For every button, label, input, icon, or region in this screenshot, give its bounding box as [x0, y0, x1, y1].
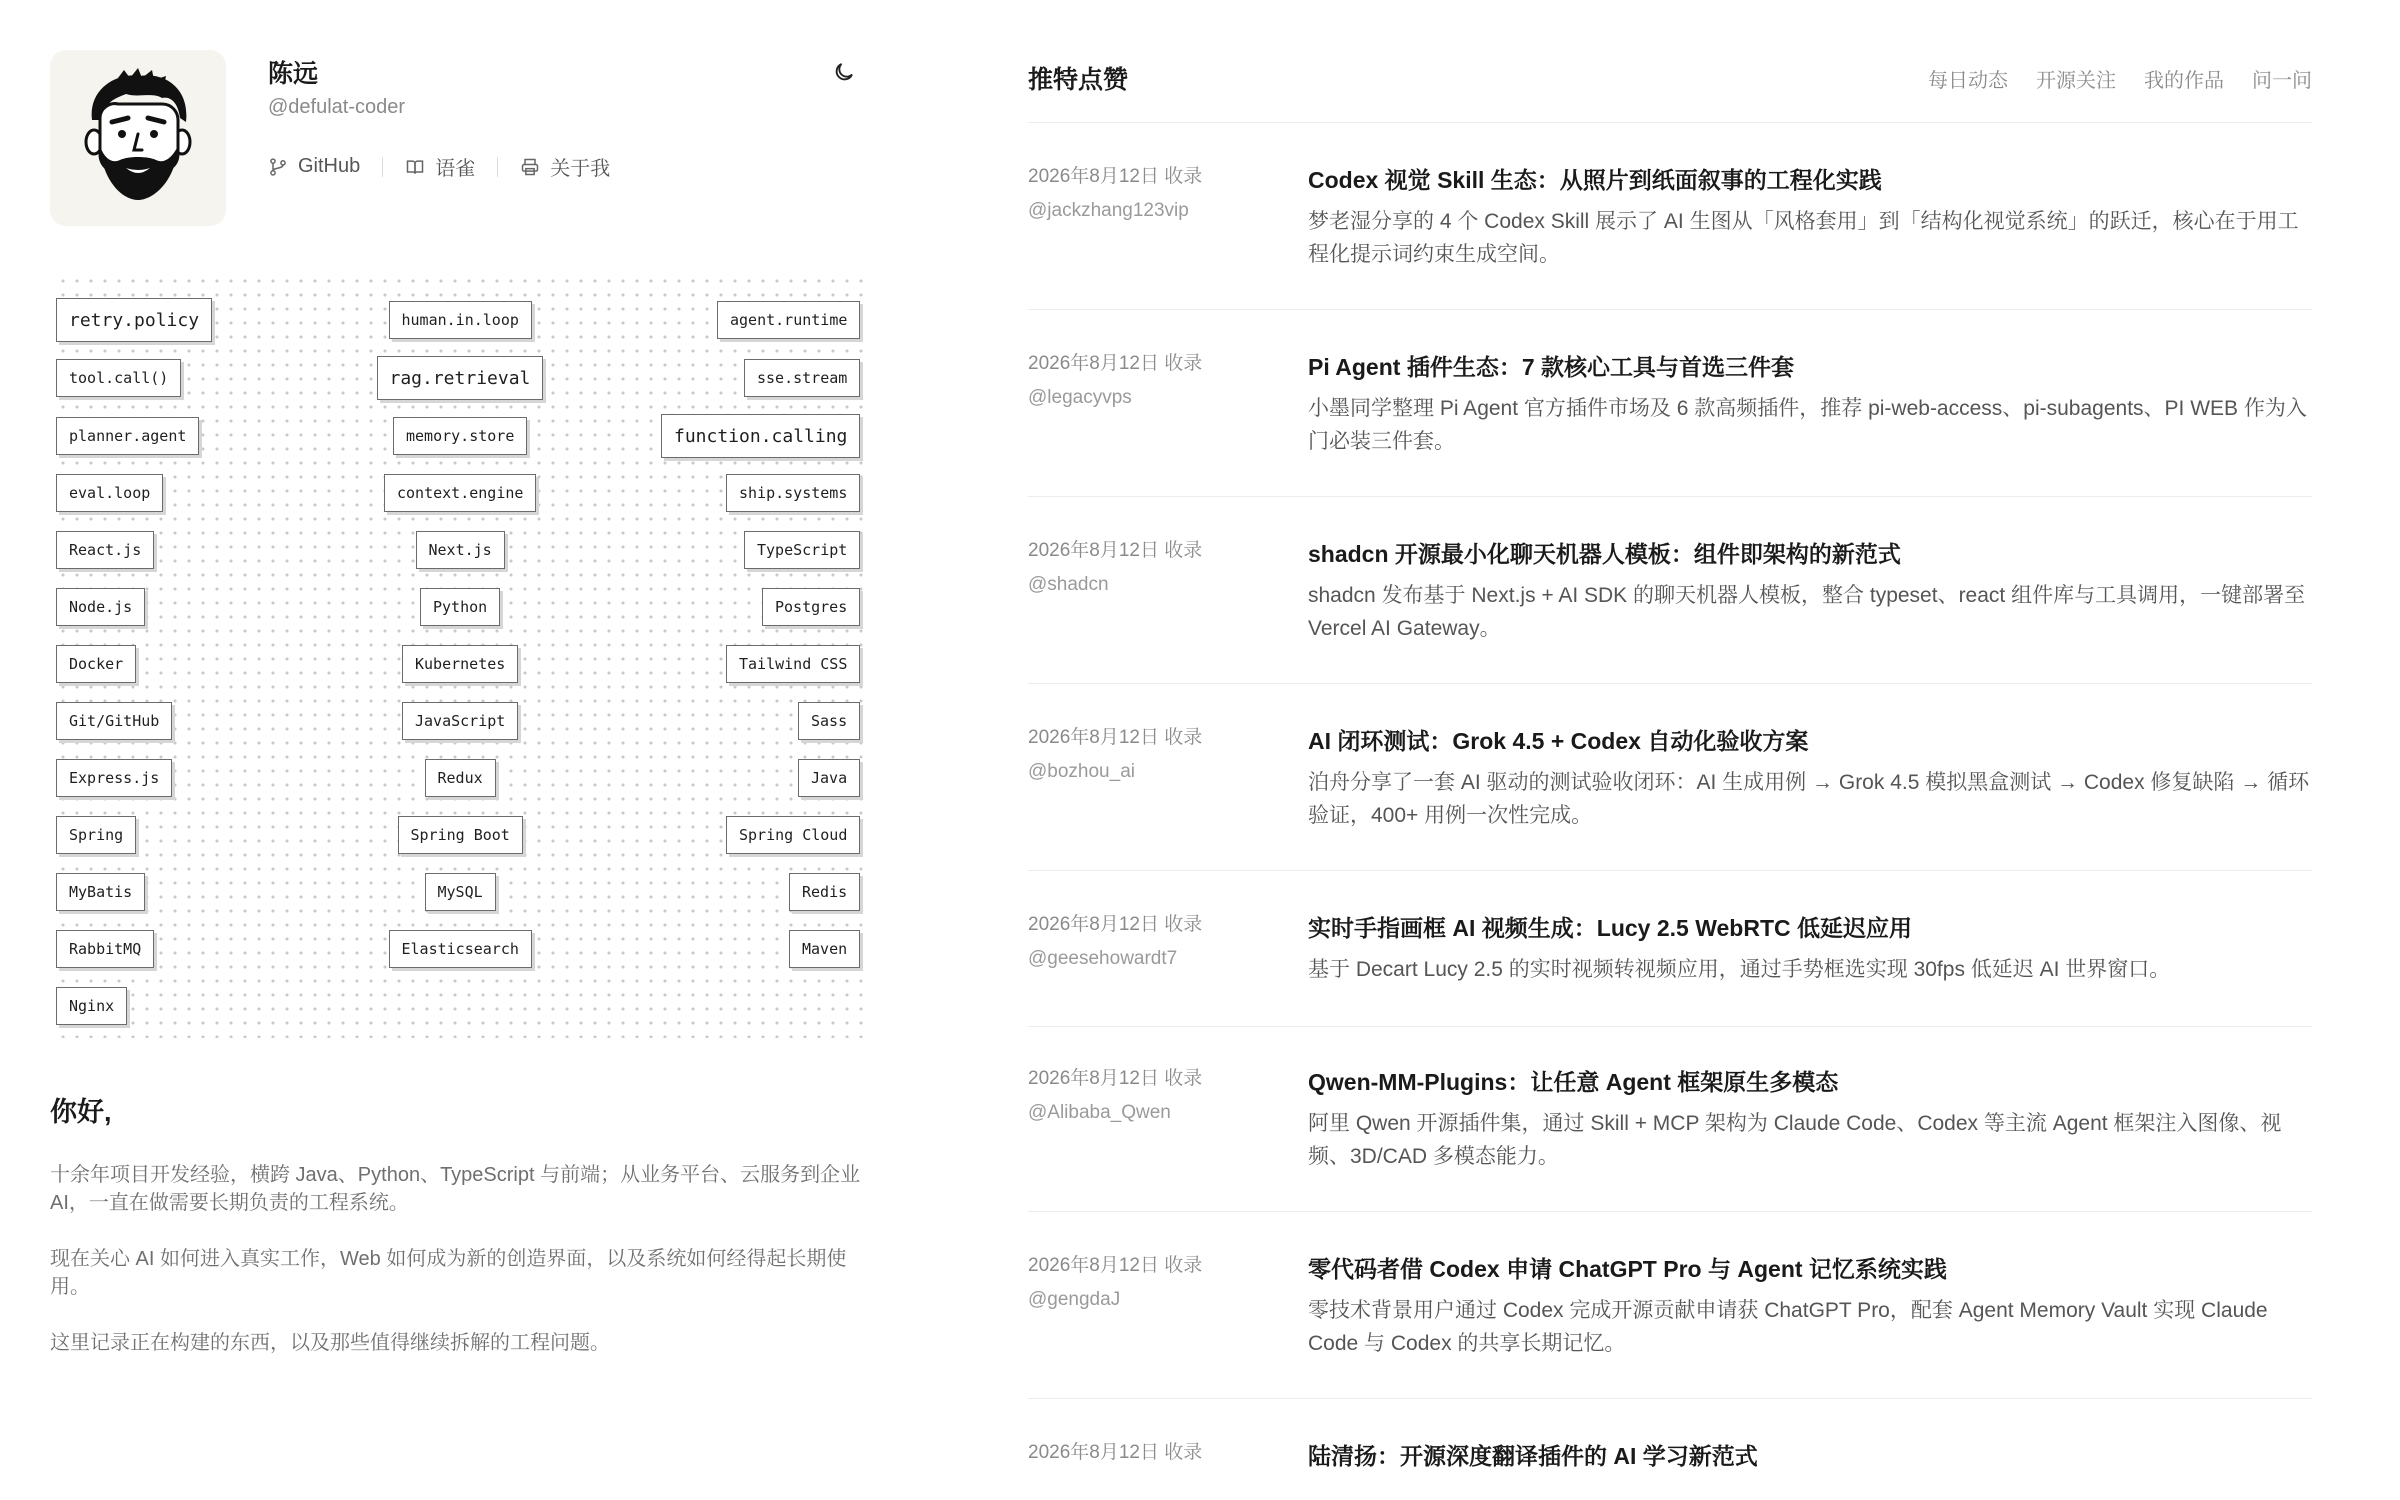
avatar: [50, 50, 226, 226]
tech-tag: Postgres: [762, 588, 860, 626]
tech-tag: Python: [420, 588, 500, 626]
profile-card: [50, 50, 870, 230]
entry-body: [1308, 913, 2312, 986]
feed-header: [1028, 56, 2312, 100]
top-nav: [1928, 64, 2312, 93]
tech-tag: planner.agent: [56, 417, 199, 455]
entry-body: [1308, 1254, 2312, 1360]
tech-tag: human.in.loop: [389, 301, 532, 339]
entry-title[interactable]: Qwen-MM-Plugins：让任意 Agent 框架原生多模态: [1308, 1069, 1839, 1095]
intro-paragraph: 现在关心 AI 如何进入真实工作，Web 如何成为新的创造界面，以及系统如何经得起长期使用。: [50, 1248, 847, 1298]
entry-body: [1308, 1067, 2312, 1173]
entry-date: 2026年8月12日 收录: [1028, 727, 1203, 748]
yuque-link[interactable]: [405, 152, 475, 181]
tech-tag: function.calling: [661, 414, 860, 458]
entry-date: 2026年8月12日 收录: [1028, 914, 1203, 935]
intro-paragraph: 十余年项目开发经验，横跨 Java、Python、TypeScript 与前端；从业务平台、云服务到企业 AI，一直在做需要长期负责的工程系统。: [50, 1164, 861, 1214]
feed-entry[interactable]: [1028, 1212, 2312, 1399]
about-link[interactable]: [520, 152, 610, 181]
nav-opensource[interactable]: 开源关注: [2036, 69, 2116, 92]
tech-tag: Sass: [798, 702, 860, 740]
feed-entry[interactable]: [1028, 497, 2312, 684]
entry-desc: 基于 Decart Lucy 2.5 的实时视频转视频应用，通过手势框选实现 30fps 低延迟 AI 世界窗口。: [1308, 958, 2171, 981]
tech-tag: eval.loop: [56, 474, 163, 512]
tech-tag: Nginx: [56, 987, 127, 1025]
about-link-label: 关于我: [550, 158, 611, 180]
theme-toggle-button[interactable]: [828, 56, 860, 88]
intro-paragraph: 这里记录正在构建的东西，以及那些值得继续拆解的工程问题。: [50, 1332, 610, 1354]
tech-tag: JavaScript: [402, 702, 518, 740]
yuque-link-label: 语雀: [435, 158, 476, 180]
entry-desc: 零技术背景用户通过 Codex 完成开源贡献申请获 ChatGPT Pro，配套 Agent Memory Vault 实现 Claude Code 与 Codex 的共享长期记忆。: [1308, 1299, 2268, 1355]
entry-body: [1308, 1441, 2312, 1471]
entry-title[interactable]: Pi Agent 插件生态：7 款核心工具与首选三件套: [1308, 354, 1794, 380]
intro-section: [50, 1090, 870, 1385]
tech-tag: tool.call(): [56, 359, 181, 397]
tech-tag: Java: [798, 759, 860, 797]
entry-title[interactable]: Codex 视觉 Skill 生态：从照片到纸面叙事的工程化实践: [1308, 167, 1882, 193]
tech-tag: Node.js: [56, 588, 145, 626]
tech-tag: Maven: [789, 930, 860, 968]
tech-tag: Git/GitHub: [56, 702, 172, 740]
entry-meta: [1028, 726, 1308, 832]
entry-desc: 泊舟分享了一套 AI 驱动的测试验收闭环：AI 生成用例 → Grok 4.5 模拟黑盒测试 → Codex 修复缺陷 → 循环验证，400+ 用例一次性完成。: [1308, 771, 2310, 827]
entry-user[interactable]: @Alibaba_Qwen: [1028, 1102, 1171, 1123]
tech-tag: RabbitMQ: [56, 930, 154, 968]
entry-desc: 梦老湿分享的 4 个 Codex Skill 展示了 AI 生图从「风格套用」到「结构化视觉系统」的跃迁，核心在于用工程化提示词约束生成空间。: [1308, 210, 2299, 266]
entry-meta: [1028, 913, 1308, 986]
entry-date: 2026年8月12日 收录: [1028, 540, 1203, 561]
tech-tag: retry.policy: [56, 298, 212, 342]
left-column: [50, 50, 870, 1354]
tech-tag: Redux: [425, 759, 496, 797]
entry-meta: [1028, 165, 1308, 271]
nav-works[interactable]: 我的作品: [2144, 69, 2224, 92]
entry-body: [1308, 726, 2312, 832]
feed-entry[interactable]: [1028, 1027, 2312, 1212]
entry-title[interactable]: 实时手指画框 AI 视频生成：Lucy 2.5 WebRTC 低延迟应用: [1308, 915, 1913, 941]
github-link-label: GitHub: [298, 155, 361, 177]
entry-user[interactable]: @shadcn: [1028, 574, 1109, 595]
tech-tag: Elasticsearch: [389, 930, 532, 968]
intro-greeting: 你好,: [50, 1097, 112, 1127]
tech-tag: TypeScript: [744, 531, 860, 569]
entry-body: [1308, 539, 2312, 645]
entry-meta: [1028, 539, 1308, 645]
tech-tag: Spring Boot: [398, 816, 523, 854]
moon-icon: [832, 60, 856, 84]
tech-tag: memory.store: [393, 417, 527, 455]
entry-user[interactable]: @gengdaJ: [1028, 1289, 1121, 1310]
feed-entry-partial[interactable]: [1028, 1399, 2312, 1471]
entry-date: 2026年8月12日 收录: [1028, 166, 1203, 187]
github-link[interactable]: [268, 155, 360, 178]
entry-meta: [1028, 1441, 1308, 1471]
profile-links: [268, 152, 610, 181]
feed-column: [1028, 56, 2312, 1471]
tech-tag: Kubernetes: [402, 645, 518, 683]
nav-ask[interactable]: 问一问: [2252, 69, 2312, 92]
entry-user[interactable]: @bozhou_ai: [1028, 761, 1135, 782]
entry-meta: [1028, 1254, 1308, 1360]
feed-entry[interactable]: [1028, 123, 2312, 310]
tech-tag: Next.js: [416, 531, 505, 569]
divider: [497, 157, 498, 177]
entry-title[interactable]: 陆清扬：开源深度翻译插件的 AI 学习新范式: [1308, 1443, 1758, 1469]
entry-body: [1308, 165, 2312, 271]
tech-tag: Docker: [56, 645, 136, 683]
entry-body: [1308, 352, 2312, 458]
entry-title[interactable]: 零代码者借 Codex 申请 ChatGPT Pro 与 Agent 记忆系统实践: [1308, 1256, 1947, 1282]
divider: [382, 157, 383, 177]
entry-desc: 阿里 Qwen 开源插件集，通过 Skill + MCP 架构为 Claude Code、Codex 等主流 Agent 框架注入图像、视频、3D/CAD 多模态能力。: [1308, 1112, 2282, 1168]
profile-handle: @defulat-coder: [268, 96, 406, 118]
profile-name: 陈远: [268, 60, 319, 88]
entry-date: 2026年8月12日 收录: [1028, 353, 1203, 374]
entry-date: 2026年8月12日 收录: [1028, 1068, 1203, 1089]
printer-icon: [520, 157, 540, 177]
nav-daily[interactable]: 每日动态: [1928, 69, 2008, 92]
entry-desc: 小墨同学整理 Pi Agent 官方插件市场及 6 款高频插件，推荐 pi-web-access、pi-subagents、PI WEB 作为入门必装三件套。: [1308, 397, 2307, 453]
tech-tag: Spring: [56, 816, 136, 854]
entry-date: 2026年8月12日 收录: [1028, 1442, 1203, 1463]
section-title: 推特点赞: [1028, 66, 1129, 94]
tech-tag: rag.retrieval: [377, 356, 544, 400]
tech-tag: Express.js: [56, 759, 172, 797]
entry-meta: [1028, 1067, 1308, 1173]
entry-user[interactable]: @jackzhang123vip: [1028, 200, 1189, 221]
entry-meta: [1028, 352, 1308, 458]
tech-tag: sse.stream: [744, 359, 860, 397]
tech-tag: MySQL: [425, 873, 496, 911]
tech-tag: agent.runtime: [717, 301, 860, 339]
tech-tag: Tailwind CSS: [726, 645, 860, 683]
tech-tag-cloud: [54, 272, 864, 1038]
entry-user[interactable]: @legacyvps: [1028, 387, 1132, 408]
tech-tag: React.js: [56, 531, 154, 569]
tech-tag: MyBatis: [56, 873, 145, 911]
entry-title[interactable]: AI 闭环测试：Grok 4.5 + Codex 自动化验收方案: [1308, 728, 1809, 754]
entry-user[interactable]: @geesehowardt7: [1028, 948, 1178, 969]
tech-tag: ship.systems: [726, 474, 860, 512]
tech-tag: Redis: [789, 873, 860, 911]
feed-entry[interactable]: [1028, 871, 2312, 1027]
entry-date: 2026年8月12日 收录: [1028, 1255, 1203, 1276]
git-branch-icon: [268, 157, 288, 177]
feed-entry[interactable]: [1028, 684, 2312, 871]
tech-tag: Spring Cloud: [726, 816, 860, 854]
book-icon: [405, 157, 425, 177]
avatar-face-icon: [78, 68, 198, 208]
tech-tag: context.engine: [384, 474, 536, 512]
entry-title[interactable]: shadcn 开源最小化聊天机器人模板：组件即架构的新范式: [1308, 541, 1901, 567]
feed-entry[interactable]: [1028, 310, 2312, 497]
entry-desc: shadcn 发布基于 Next.js + AI SDK 的聊天机器人模板，整合 typeset、react 组件库与工具调用，一键部署至 Vercel AI Gateway。: [1308, 584, 2306, 640]
